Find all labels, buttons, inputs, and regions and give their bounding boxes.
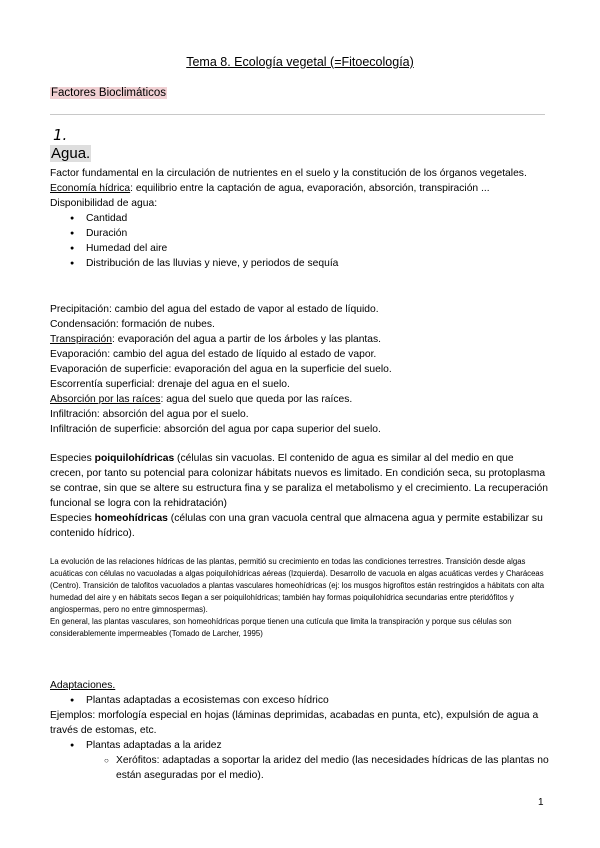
definition-line: Absorción por las raíces: agua del suelo que queda por las raíces. (50, 394, 353, 405)
list-item: ● Duración (50, 226, 550, 241)
intro-paragraph: Factor fundamental en la circulación de nutrientes en el suelo y la constitución de los órganos vegetales. (50, 168, 527, 179)
adaptaciones-heading: Adaptaciones. (50, 680, 116, 691)
definition-line: Evaporación: cambio del agua del estado de líquido al estado de vapor. (50, 349, 377, 360)
definition-line: Evaporación de superficie: evaporación del agua en la superficie del suelo. (50, 364, 392, 375)
list-item: ● Cantidad (50, 211, 550, 226)
note-paragraph: En general, las plantas vasculares, son homeohídricas porque tienen una cutícula que limita la transpiración y porque sus células son considerablemente impermeables (Tomado de Larcher, 1995) (50, 617, 512, 638)
list-item: ● Plantas adaptadas a la aridez (50, 738, 550, 753)
disponibilidad-label: Disponibilidad de agua: (50, 198, 158, 209)
homeohidricas-paragraph: Especies homeohídricas (células con una gran vacuola central que almacena agua y permite estabilizar su contenido hídrico). (50, 513, 543, 539)
subsection-heading: Agua. (51, 145, 91, 162)
adaptaciones-block (50, 678, 550, 783)
horizontal-rule (50, 114, 545, 115)
page-title: Tema 8. Ecología vegetal (=Fitoecología) (186, 55, 414, 69)
ejemplos-paragraph: Ejemplos: morfología especial en hojas (láminas deprimidas, acabadas en punta, etc), expulsión de agua a través de estomas, etc. (50, 710, 539, 736)
species-block (50, 451, 550, 541)
section-heading: Factores Bioclimáticos (51, 87, 167, 99)
sub-list-item: ○ Xerófitos: adaptadas a soportar la aridez del medio (las necesidades hídricas de las plantas no están aseguradas por el medio). (50, 753, 550, 783)
list-item: ● Humedad del aire (50, 241, 550, 256)
page-number: 1 (538, 797, 544, 808)
list-item: ● Distribución de las lluvias y nieve, y periodos de sequía (50, 256, 550, 271)
definition-line: Transpiración: evaporación del agua a partir de los árboles y las plantas. (50, 334, 382, 345)
disponibilidad-list (50, 211, 550, 271)
note-paragraph: La evolución de las relaciones hídricas de las plantas, permitió su crecimiento en todas las condiciones terrestres. Transición desde algas acuáticas con células no vacuoladas a algas poiquilohídricas aéreas (Izquierda). Desarrollo de vacuola en algas acuáticas verdes y Charáceas (Centro). Transición de talofitos vacuolados a plantas vasculares homeohídricas (ej: los musgos higrofitos están restringidos a hábitats con alta humedad del aire y en hábitats secos llegan a ser poiquilohídricas; también hay formas poiquilohídrica secundarias entre pteridófitos y angiospermas, pero no entre gimnospermas). (50, 557, 545, 614)
economia-definition: : equilibrio entre la captación de agua, evaporación, absorción, transpiración ... (130, 183, 490, 194)
list-item: ● Plantas adaptadas a ecosistemas con exceso hídrico (50, 693, 550, 708)
definition-line: Infiltración de superficie: absorción del agua por capa superior del suelo. (50, 424, 381, 435)
economia-line (50, 181, 550, 196)
definition-line: Precipitación: cambio del agua del estado de vapor al estado de líquido. (50, 304, 379, 315)
economia-term: Economía hídrica (50, 183, 131, 194)
definition-line: Escorrentía superficial: drenaje del agua en el suelo. (50, 379, 290, 390)
intro-block (50, 166, 550, 271)
definition-line: Infiltración: absorción del agua por el suelo. (50, 409, 249, 420)
poiquilohidricas-paragraph: Especies poiquilohídricas (células sin vacuolas. El contenido de agua es similar al del medio en que crecen, por tanto su potencial para colonizar hábitats nuevos es limitado. En condición seca, su protoplasma se contrae, sin que se altere su estructura fina y se paraliza el metabolismo y el crecimiento. La recuperación funcional se logra con la rehidratación) (50, 453, 548, 509)
definition-line: Condensación: formación de nubes. (50, 319, 215, 330)
evolution-note (50, 556, 550, 640)
section-number: 1. (53, 126, 68, 144)
definitions-block (50, 302, 550, 437)
